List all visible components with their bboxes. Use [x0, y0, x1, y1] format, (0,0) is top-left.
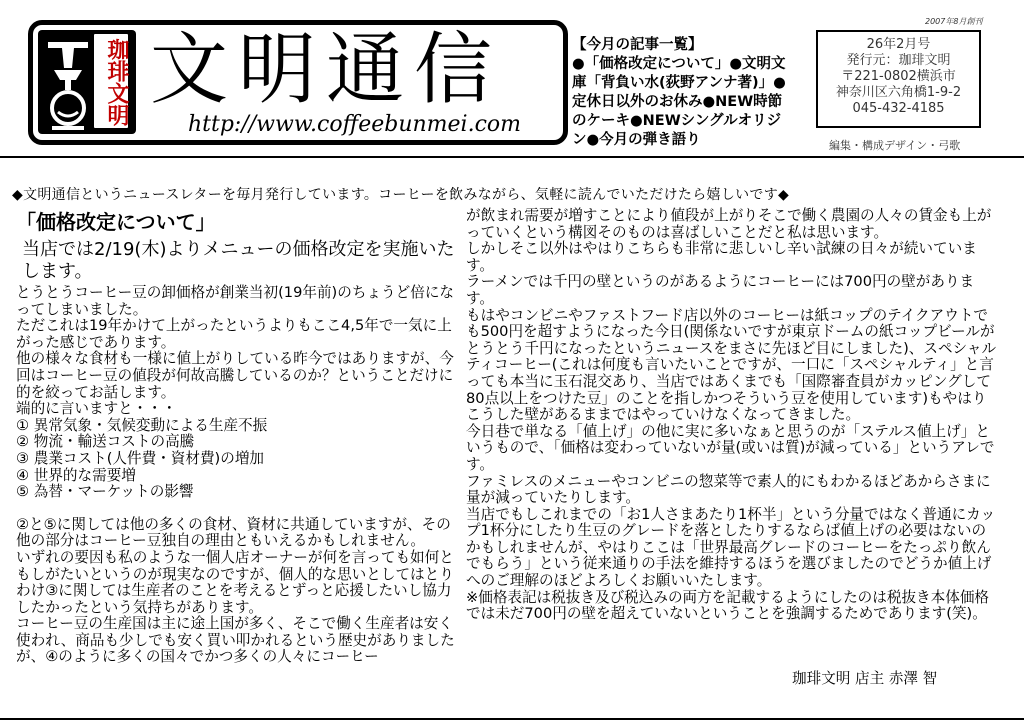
issue-info-box: [816, 30, 981, 128]
signature: 珈琲文明 店主 赤澤 智: [792, 670, 938, 687]
siphon-icon: [42, 36, 94, 132]
spacer: [16, 501, 460, 517]
left-column: [16, 285, 460, 666]
divider: [0, 718, 1024, 720]
phone-number: 045-432-4185: [852, 101, 945, 116]
postal-address: 〒221-0802横浜市: [841, 69, 956, 84]
index-body: ●「価格改定について」●文明文庫「背負い水(荻野アンナ著)」●定休日以外のお休み●NEW時節のケーキ●NEWシングルオリジン●今月の弾き語り: [572, 56, 786, 148]
paragraph: とうとうコーヒー豆の卸価格が創業当初(19年前)のちょうど倍になってしまいました。: [16, 284, 455, 318]
paragraph: コーヒー豆の生産国は主に途上国が多く、そこで働く生産者は安く使われ、商品も少しでも安く買い叩かれるという歴史がありましたが、④のように多くの国々でかつ多くの人々にコーヒー: [16, 615, 455, 666]
paragraph: いずれの要因も私のような一個人店オーナーが何を言っても如何ともしがたいというのが現実なのですが、個人的な思いとしてはとりわけ③に関しては生産者のことを考えるとずっと応援したいし協力したかったという気持ちがあります。: [16, 548, 454, 616]
credit-line: 編集・構成デザイン・弓歌: [829, 139, 961, 152]
list-item: ② 物流・輸送コストの高騰: [16, 433, 195, 451]
website-url[interactable]: http://www.coffeebunmei.com: [188, 112, 521, 137]
issue-number: 26年2月号: [866, 37, 931, 52]
paragraph: もはやコンビニやファストフード店以外のコーヒーは紙コップのテイクアウトでも500円を超すようになった今日(関係ないですが東京ドームの紙コップビールがとうとう千円になったというニュースをまさに先ほど目にしました)、スペシャルティコーヒー(これは何度も言いたいことですが、一口に「スペシャルティ」と言っても本当に玉石混交あり、当店ではあくまでも「国際審査員がカッピングして80点以上をつけた豆」のことを指しかつそういう豆を使用しています)もやはりこうした壁があるままではやっていけなくなってきました。: [466, 306, 997, 424]
intro-text: ◆文明通信というニュースレターを毎月発行しています。コーヒーを飲みながら、気軽に読んでいただけたら嬉しいです◆: [12, 187, 790, 203]
list-item: ④ 世界的な需要増: [16, 466, 136, 484]
right-column: [466, 208, 1000, 623]
list-item: ⑤ 為替・マーケットの影響: [16, 483, 194, 501]
paragraph: 今日巷で単なる「値上げ」の他に実に多いなぁと思うのが「ステルス値上げ」というもので、「価格は変わっていないが量(或いは質)が減っている」というアレです。: [466, 422, 995, 473]
article-title: 「価格改定について」: [16, 210, 216, 234]
reason-list: [16, 418, 460, 501]
list-item: ③ 農業コスト(人件費・資材費)の増加: [16, 449, 265, 467]
paragraph: ファミレスのメニューやコンビニの惣菜等で素人的にもわかるほどあからさまに量が減っていたりします。: [466, 472, 991, 507]
paragraph: 当店でもしこれまでの「お1人さまあたり1杯半」という分量ではなく普通にカップ1杯分にしたり生豆のグレードを落としたりするならば値上げの必要はないのかもしれませんが、やはりここは「世界最高グレードのコーヒーをたっぷり飲んでもらう」という従来通りの手法を維持するほうを選びましたのでどうか値上げへのご理解のほどよろしくお願いいたします。: [466, 505, 996, 590]
street-address: 神奈川区六角橋1-9-2: [835, 85, 962, 100]
paragraph: が飲まれ需要が増すことにより値段が上がりそこで働く農園の人々の賃金も上がっていくという構図そのものは喜ばしいことだと私は思います。: [466, 207, 992, 241]
paragraph: しかしそこ以外はやはりこちらも非常に悲しいし辛い試練の日々が続いています。: [466, 240, 977, 274]
paragraph: 端的に言いますと・・・: [16, 400, 177, 418]
list-item: ① 異常気象・気候変動による生産不振: [16, 416, 268, 434]
founded-date: 2007年8月創刊: [925, 17, 983, 26]
article-lead: 当店では2/19(木)よりメニューの価格改定を実施いたします。: [22, 239, 455, 282]
index-heading: 【今月の記事一覧】: [572, 37, 703, 53]
divider: [0, 156, 1024, 158]
article-index: [572, 36, 794, 150]
newsletter-title: 文明通信: [150, 25, 503, 115]
publisher: 発行元：珈琲文明: [846, 53, 951, 68]
paragraph: 他の様々な食材も一様に値上がりしている昨今ではありますが、今回はコーヒー豆の値段が何故高騰しているのか？ということだけに的を絞ってお話します。: [16, 350, 454, 401]
paragraph: ラーメンでは千円の壁というのがあるようにコーヒーには700円の壁があります。: [466, 273, 975, 307]
paragraph: ※価格表記は税抜き及び税込みの両方を記載するようにしたのは税抜き本体価格では未だ700円の壁を超えていないということを強調するためであります(笑)。: [466, 588, 990, 623]
paragraph: ②と⑤に関しては他の多くの食材、資材に共通していますが、その他の部分はコーヒー豆独自の理由ともいえるかもしれません。: [16, 515, 451, 550]
logo-text: 珈琲文明: [92, 32, 130, 130]
paragraph: ただこれは19年かけて上がったというよりもここ4,5年で一気に上がった感じであります。: [16, 317, 452, 351]
